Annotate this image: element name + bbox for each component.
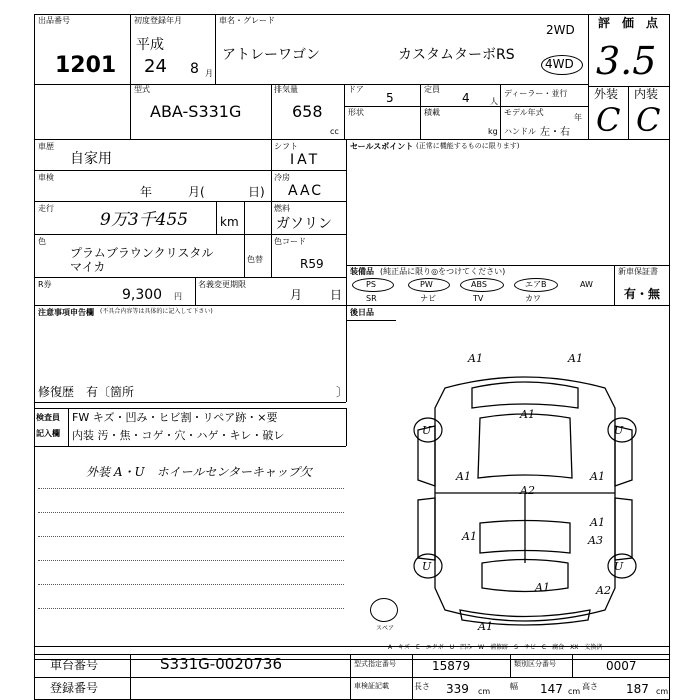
inspector-interior-line: 内装 汚・焦・コゲ・穴・ハゲ・キレ・破レ — [72, 429, 285, 442]
drive-4wd: 4WD — [545, 57, 574, 71]
capacity-label: 定員 — [424, 85, 440, 94]
repair-history-label: 修復歴 — [38, 385, 75, 399]
equip-sr: SR — [366, 294, 377, 303]
cert-label: 車検証記載 — [354, 682, 389, 690]
equip-abs: ABS — [471, 280, 487, 289]
registration-month: 8 — [190, 61, 199, 77]
era: 平成 — [136, 37, 164, 53]
chassis-label: 車台番号 — [50, 658, 99, 672]
interior-label: 内装 — [634, 87, 659, 101]
dealer-label: ディーラー・並行 — [504, 89, 568, 98]
cc-unit: cc — [330, 127, 339, 136]
exterior-label: 外装 — [594, 87, 619, 101]
equip-ps: PS — [366, 280, 376, 289]
score-label: 評 価 点 — [598, 16, 659, 30]
exterior-grade: C — [596, 101, 621, 139]
km-unit: km — [220, 215, 239, 229]
length-label: 長さ — [414, 682, 430, 691]
model-year-label: モデル年式 — [504, 108, 544, 117]
damage-mark: A1 — [468, 352, 483, 365]
damage-mark: A2 — [520, 484, 535, 497]
inspector-label-2: 記入欄 — [36, 429, 60, 438]
color-label: 色 — [38, 237, 46, 246]
lot-no-label: 出品番号 — [38, 16, 70, 25]
equip-navi: ナビ — [420, 294, 436, 303]
inspection-label: 車検 — [38, 173, 54, 182]
registration-label: 登録番号 — [50, 681, 99, 695]
color-change-label: 色替 — [247, 255, 263, 264]
notes-label: 注意事項申告欄 — [38, 308, 94, 317]
model-label: 型式 — [134, 85, 150, 94]
inspection-day: 日) — [248, 185, 265, 199]
category-label: 類別区分番号 — [514, 660, 556, 668]
displacement-label: 排気量 — [274, 85, 298, 94]
capacity: 4 — [462, 91, 470, 105]
history-label: 車歴 — [38, 142, 54, 151]
sales-point-label: セールスポイント — [350, 142, 414, 151]
ac-label: 冷房 — [274, 173, 290, 182]
history: 自家用 — [70, 151, 112, 167]
repair-history-value: 有〔箇所 — [86, 385, 135, 399]
width-unit: cm — [568, 687, 581, 696]
equipment-note: (純正品に限り◎をつけてください) — [380, 267, 506, 276]
ac: AAC — [288, 183, 324, 199]
shift: IAT — [290, 152, 321, 168]
height: 187 — [626, 682, 649, 696]
damage-mark: A1 — [590, 516, 605, 529]
width-label: 幅 — [510, 682, 518, 691]
width: 147 — [540, 682, 563, 696]
equip-aw: AW — [580, 280, 593, 289]
handle-label: ハンドル — [504, 127, 536, 136]
height-unit: cm — [656, 687, 669, 696]
length-unit: cm — [478, 687, 491, 696]
inspector-exterior-line: FW キズ・凹み・ヒビ割・リペア跡・×要 — [72, 411, 278, 424]
inspector-label-1: 検査員 — [36, 413, 60, 422]
meigi-day: 日 — [330, 288, 343, 302]
height-label: 高さ — [582, 682, 598, 691]
load-label: 積載 — [424, 108, 440, 117]
damage-mark: A1 — [535, 581, 550, 594]
mileage-label: 走行 — [38, 204, 54, 213]
year-unit: 年 — [574, 113, 582, 122]
equip-airbag: エアB — [525, 280, 547, 289]
type-cert-label: 型式指定番号 — [354, 660, 396, 668]
color-code: R59 — [300, 257, 324, 271]
model-code: ABA-S331G — [150, 102, 242, 121]
warranty-label: 新車保証書 — [618, 267, 658, 276]
doors-label: ドア — [348, 85, 364, 94]
inspection-month: 月( — [188, 185, 205, 199]
kg-unit: kg — [488, 127, 498, 136]
damage-legend: A－キズ E－エクボ U－凹み W－補修跡 S－サビ C－腐食 XX－交換済 — [388, 644, 603, 651]
fuel: ガソリン — [276, 216, 332, 232]
handle-value: 左・右 — [540, 127, 570, 138]
car-name: アトレーワゴン — [222, 47, 320, 63]
displacement: 658 — [292, 102, 323, 121]
spare-label: スペア — [376, 625, 395, 632]
inspector-handwritten-note: 外装 A・U ホイールセンターキャップ欠 — [86, 465, 312, 479]
damage-mark: A1 — [590, 470, 605, 483]
damage-mark: U — [422, 424, 432, 437]
repair-history-close: 〕 — [336, 385, 349, 399]
length: 339 — [446, 682, 469, 696]
lot-number: 1201 — [55, 53, 117, 78]
damage-mark: A2 — [596, 584, 611, 597]
color: プラムブラウンクリスタル マイカ — [70, 246, 214, 274]
warranty-value: 有・無 — [624, 287, 661, 301]
doors: 5 — [386, 91, 394, 105]
recycle-label: R券 — [38, 280, 52, 289]
interior-grade: C — [636, 101, 661, 139]
fuel-label: 燃料 — [274, 204, 290, 213]
spare-tire-icon — [370, 598, 398, 622]
equip-tv: TV — [473, 294, 484, 303]
damage-mark: A3 — [588, 534, 603, 547]
damage-mark: A1 — [520, 408, 535, 421]
overall-score: 3.5 — [596, 39, 657, 83]
yen-unit: 円 — [174, 292, 182, 301]
damage-mark: A1 — [568, 352, 583, 365]
first-registration-label: 初度登録年月 — [134, 16, 182, 25]
drive-2wd: 2WD — [546, 23, 575, 37]
name-grade-label: 車名・グレード — [219, 16, 275, 25]
equip-pw: PW — [420, 280, 433, 289]
after-items-label: 後日品 — [350, 308, 374, 317]
grade: カスタムターボRS — [398, 47, 515, 63]
damage-mark: U — [614, 560, 624, 573]
recycle-fee: 9,300 — [122, 287, 163, 303]
damage-mark: A1 — [478, 620, 493, 633]
person-unit: 人 — [490, 97, 498, 106]
notes-sub: (不具合内容等は具体的に記入して下さい) — [100, 308, 213, 315]
color-code-label: 色コード — [274, 237, 306, 246]
equipment-label: 装備品 — [350, 267, 374, 276]
type-cert-number: 15879 — [432, 659, 471, 673]
equip-leather: カワ — [525, 294, 541, 303]
shift-label: シフト — [274, 142, 298, 151]
category-number: 0007 — [606, 659, 637, 673]
meigi-label: 名義変更期限 — [198, 280, 246, 289]
damage-mark: U — [422, 560, 432, 573]
damage-mark: U — [614, 424, 624, 437]
month-unit: 月 — [205, 69, 213, 78]
sales-point-note: (正常に機能するものに限ります) — [416, 142, 520, 150]
shape-label: 形状 — [348, 108, 364, 117]
damage-mark: A1 — [456, 470, 471, 483]
inspection-year: 年 — [140, 185, 153, 199]
meigi-month: 月 — [290, 288, 303, 302]
registration-year: 24 — [144, 56, 167, 77]
damage-mark: A1 — [462, 530, 477, 543]
chassis-number: S331G-0020736 — [160, 655, 282, 673]
mileage: 9万3千455 — [100, 210, 189, 230]
car-damage-diagram — [400, 348, 650, 643]
